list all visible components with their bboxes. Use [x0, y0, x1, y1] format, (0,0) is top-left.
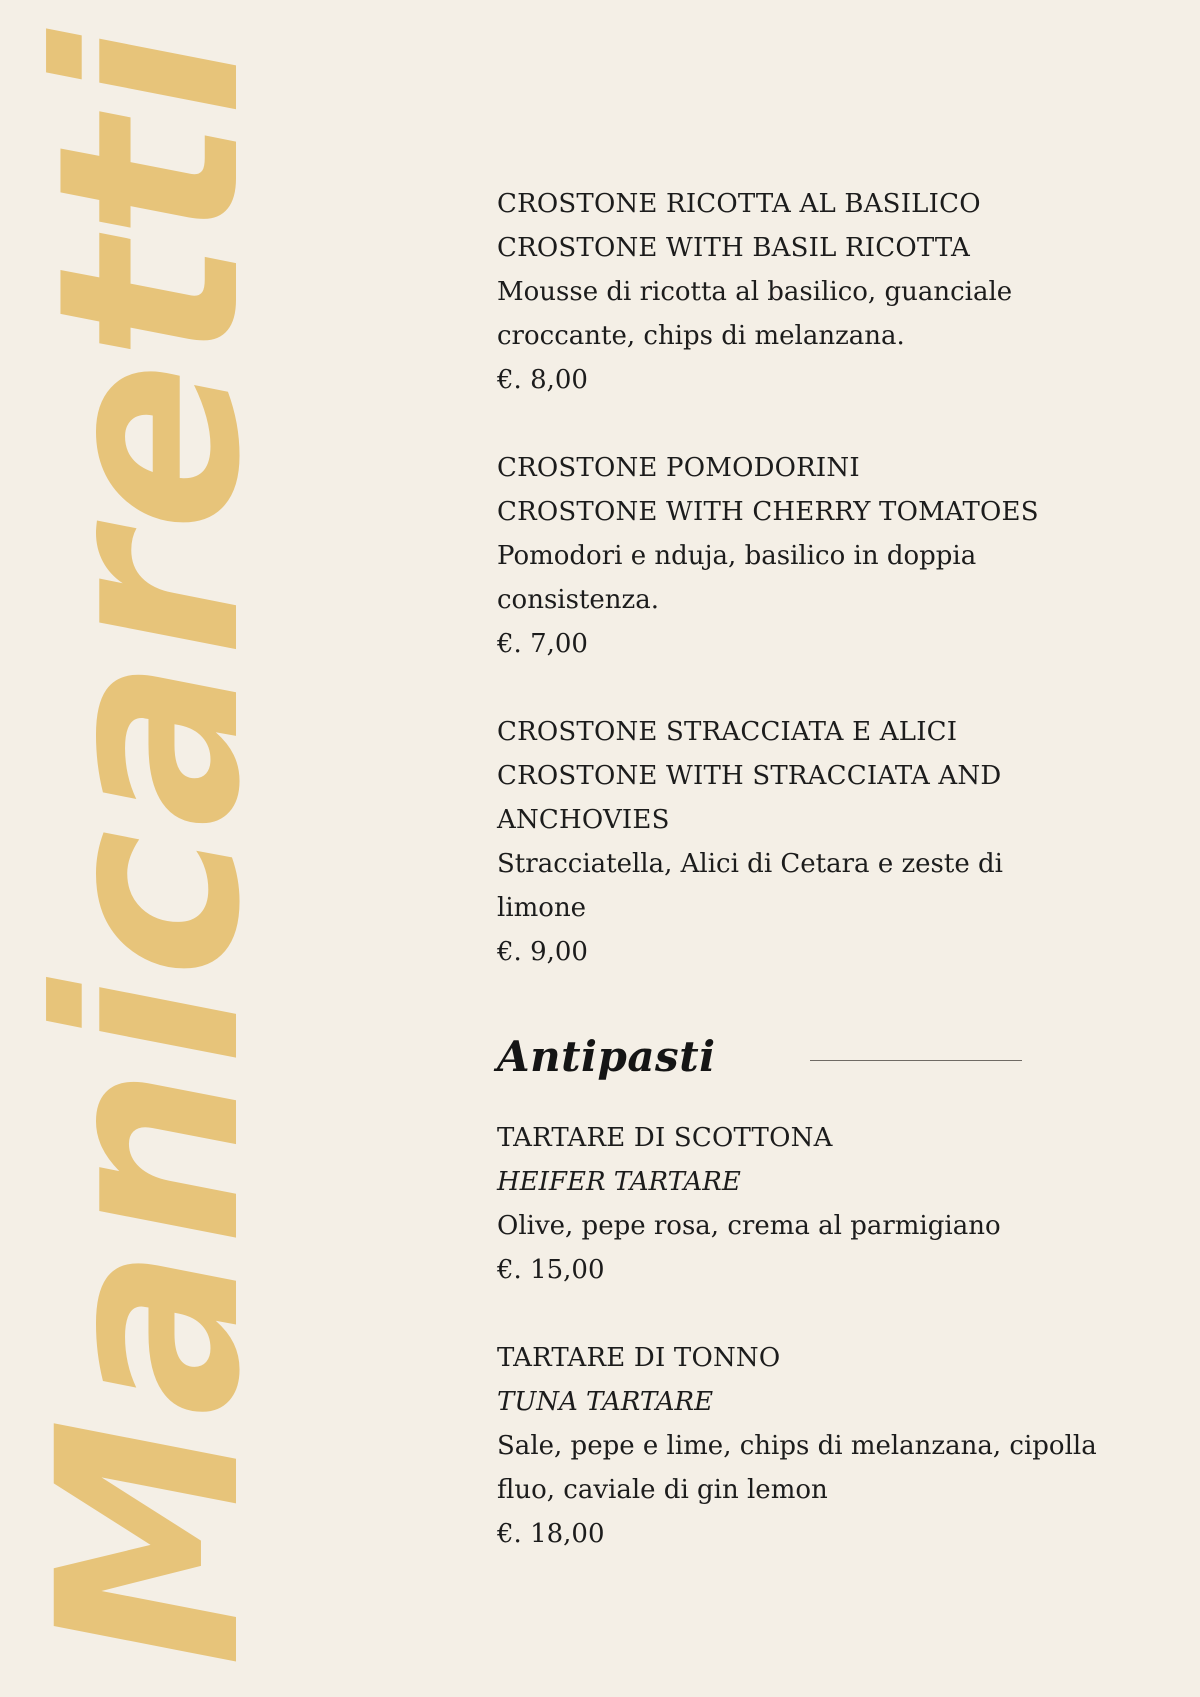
- dish-name-it: CROSTONE POMODORINI: [497, 453, 860, 483]
- dish-crostone-ricotta: [497, 182, 1097, 402]
- dish-name-en: ANCHOVIES: [497, 805, 670, 835]
- dish-crostone-pomodorini: [497, 446, 1097, 666]
- dish-name-en: CROSTONE WITH BASIL RICOTTA: [497, 233, 970, 263]
- menu-list: [497, 182, 1097, 1600]
- section-divider: [810, 1060, 1022, 1061]
- dish-description-line: fluo, caviale di gin lemon: [497, 1475, 828, 1505]
- dish-name-en: HEIFER TARTARE: [497, 1167, 741, 1197]
- dish-description-line: Pomodori e nduja, basilico in doppia: [497, 541, 977, 571]
- dish-name-en: CROSTONE WITH STRACCIATA AND: [497, 761, 1002, 791]
- dish-description-line: Mousse di ricotta al basilico, guanciale: [497, 277, 1013, 307]
- section-antipasti-heading: [497, 1026, 1097, 1086]
- dish-price: €. 8,00: [497, 365, 588, 395]
- dish-name-en: CROSTONE WITH CHERRY TOMATOES: [497, 497, 1039, 527]
- section-title: Antipasti: [497, 1031, 716, 1081]
- dish-price: €. 15,00: [497, 1255, 605, 1285]
- dish-description-line: croccante, chips di melanzana.: [497, 321, 905, 351]
- dish-name-it: CROSTONE STRACCIATA E ALICI: [497, 717, 958, 747]
- side-title: Manicaretti: [4, 29, 295, 1667]
- dish-name-it: TARTARE DI TONNO: [497, 1343, 781, 1373]
- dish-description-line: Olive, pepe rosa, crema al parmigiano: [497, 1211, 1001, 1241]
- dish-name-en: TUNA TARTARE: [497, 1387, 714, 1417]
- dish-name-it: CROSTONE RICOTTA AL BASILICO: [497, 189, 981, 219]
- dish-crostone-stracciata: [497, 710, 1097, 974]
- dish-price: €. 9,00: [497, 937, 588, 967]
- dish-name-it: TARTARE DI SCOTTONA: [497, 1123, 833, 1153]
- dish-description-line: Stracciatella, Alici di Cetara e zeste di limone: [497, 849, 1003, 923]
- dish-tartare-scottona: [497, 1116, 1097, 1292]
- dish-description-line: consistenza.: [497, 585, 660, 615]
- dish-description-line: Sale, pepe e lime, chips di melanzana, cipolla: [497, 1431, 1097, 1461]
- dish-price: €. 18,00: [497, 1519, 605, 1549]
- dish-tartare-tonno: [497, 1336, 1097, 1556]
- dish-price: €. 7,00: [497, 629, 588, 659]
